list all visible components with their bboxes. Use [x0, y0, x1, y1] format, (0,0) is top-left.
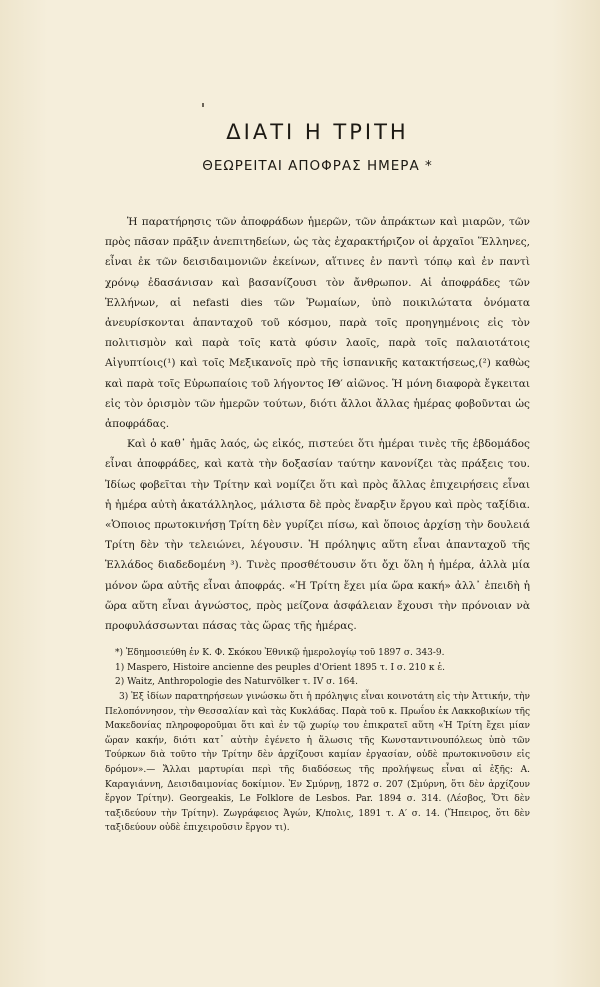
- article-title: ΔΙΑΤΙ Η ΤΡΙΤΗ: [226, 120, 409, 144]
- footnote-3: 3) Ἐξ ἰδίων παρατηρήσεων γινώσκω ὅτι ἡ πρόληψις εἶναι κοινοτάτη εἰς τὴν Ἀττικήν, τὴν Πελοπόννησον, τὴν Θεσσαλίαν καὶ τὰς Κυκλάδας. Παρὰ τοῦ κ. Πρωΐου ἐκ Λακκοβικίων τῆς Μακεδονίας πληροφοροῦμαι ὅτι καὶ ἐν τῷ χωρίῳ του ἐπικρατεῖ αὕτη «Ἡ Τρίτη ἔχει μίαν ὥραν κακήν, διότι κατ᾽ αὐτὴν ἐγένετο ἡ ἅλωσις τῆς Κωνσταντινουπόλεως ὑπὸ τῶν Τούρκων διὰ τοῦτο τὴν Τρίτην δὲν ἀρχίζουσι καμίαν ἐργασίαν, οὐδὲ πρωτοκινοῦσιν εἰς δρόμον».— Ἄλλαι μαρτυρίαι περὶ τῆς διαδόσεως τῆς προλήψεως εἶναι αἱ ἑξῆς: Α. Καραγιάννη, Δεισιδαιμονίας δοκίμιον. Ἐν Σμύρνῃ, 1872 σ. 207 (Σμύρνη, ὅτι δὲν ἀρχίζουν ἔργον Τρίτην). Georgeakis, Le Folklore de Lesbos. Par. 1894 σ. 314. (Λέσβος, Ὅτι δὲν ταξιδεύουν τὴν Τρίτην). Ζωγράφειος Ἀγών, Κ/πολις, 1891 τ. Α′ σ. 14. (Ἤπειρος, ὅτι δὲν ταξιδεύουν οὐδὲ ἐπιχειροῦσιν ἔργον τι).: [105, 692, 530, 834]
- footnote-star: *) Ἐδημοσιεύθη ἐν Κ. Φ. Σκόκου Ἐθνικῷ ἡμερολογίῳ τοῦ 1897 σ. 343-9.: [115, 648, 445, 659]
- footnote-2: 2) Waitz, Anthropologie des Naturvölker τ. IV σ. 164.: [115, 677, 358, 688]
- paragraph-1: Ἡ παρατήρησις τῶν ἀποφράδων ἡμερῶν, τῶν ἀπράκτων καὶ μιαρῶν, τῶν πρὸς πᾶσαν πρᾶξιν ἀνεπιτηδείων, ὡς τὰς ἐχαρακτήριζον οἱ ἀρχαῖοι Ἕλληνες, εἶναι ἐκ τῶν δεισιδαιμονιῶν ἐκείνων, αἵτινες ἐν παντὶ τόπῳ καὶ ἐν παντὶ χρόνῳ ἐδασάνισαν καὶ βασανίζουσι τὸν ἄνθρωπον. Αἱ ἀποφράδες τῶν Ἑλλήνων, αἱ nefasti dies τῶν Ῥωμαίων, ὑπὸ ποικιλώτατα ὀνόματα ἀνευρίσκονται ἁπανταχοῦ τοῦ κόσμου, παρὰ τοῖς προηγημένοις εἰς τὸν πολιτισμὸν καὶ παρὰ τοῖς κατὰ φύσιν λαοῖς, παρὰ τοῖς παλαιοτάτοις Αἰγυπτίοις(¹) καὶ τοῖς Μεξικανοῖς πρὸ τῆς ἱσπανικῆς κατακτήσεως,(²) καθὼς καὶ παρὰ τοῖς Εὐρωπαίοις τοῦ λήγοντος ΙΘ′ αἰῶνος. Ἡ μόνη διαφορὰ ἔγκειται εἰς τὸν ὁρισμὸν τῶν ἡμερῶν τούτων, διότι ἄλλοι ἄλλας ἡμέρας φοβοῦνται ὡς ἀποφράδας.: [105, 216, 530, 431]
- article: [105, 120, 530, 836]
- footnotes: [105, 646, 530, 836]
- page-mark: [202, 103, 204, 107]
- paragraph-2: Καὶ ὁ καθ᾽ ἡμᾶς λαός, ὡς εἰκός, πιστεύει ὅτι ἡμέραι τινὲς τῆς ἑβδομάδος εἶναι ἀποφράδες, καὶ κατὰ τὴν δοξασίαν ταύτην κανονίζει τὰς πράξεις του. Ἰδίως φοβεῖται τὴν Τρίτην καὶ νομίζει ὅτι καὶ πρὸς ἄλλας ἐπιχειρήσεις εἶναι ἡ ἡμέρα αὐτὴ ἀκατάλληλος, μάλιστα δὲ πρὸς ἔναρξιν ἔργου καὶ πρὸς ταξίδια. «Ὁποιος πρωτοκινήσῃ Τρίτη δὲν γυρίζει πίσω, καὶ ὅποιος ἀρχίσῃ τὴν δουλειά Τρίτη δὲν τὴν τελειώνει, λέγουσιν. Ἡ πρόληψις αὕτη εἶναι ἁπανταχοῦ τῆς Ἑλλάδος διαδεδομένη ³). Τινὲς προσθέτουσιν ὅτι ὄχι ὅλη ἡ ἡμέρα, ἀλλὰ μία μόνον ὥρα αὐτῆς εἶναι ἀποφράς. «Ἡ Τρίτη ἔχει μία ὥρα κακή» ἀλλ᾽ ἐπειδὴ ἡ ὥρα αὕτη εἶναι ἀγνώστος, πρὸς μείζονα ἀσφάλειαν ἔχουσι τὴν πρόνοιαν νὰ προφυλάσσωνται πάσας τὰς ὥρας τῆς ἡμέρας.: [105, 438, 530, 633]
- article-subtitle: ΘΕΩΡΕΙΤΑΙ ΑΠΟΦΡΑΣ ΗΜΕΡΑ *: [202, 158, 433, 174]
- footnote-1: 1) Maspero, Histoire ancienne des peuples d'Orient 1895 τ. I σ. 210 κ ἑ.: [115, 662, 446, 673]
